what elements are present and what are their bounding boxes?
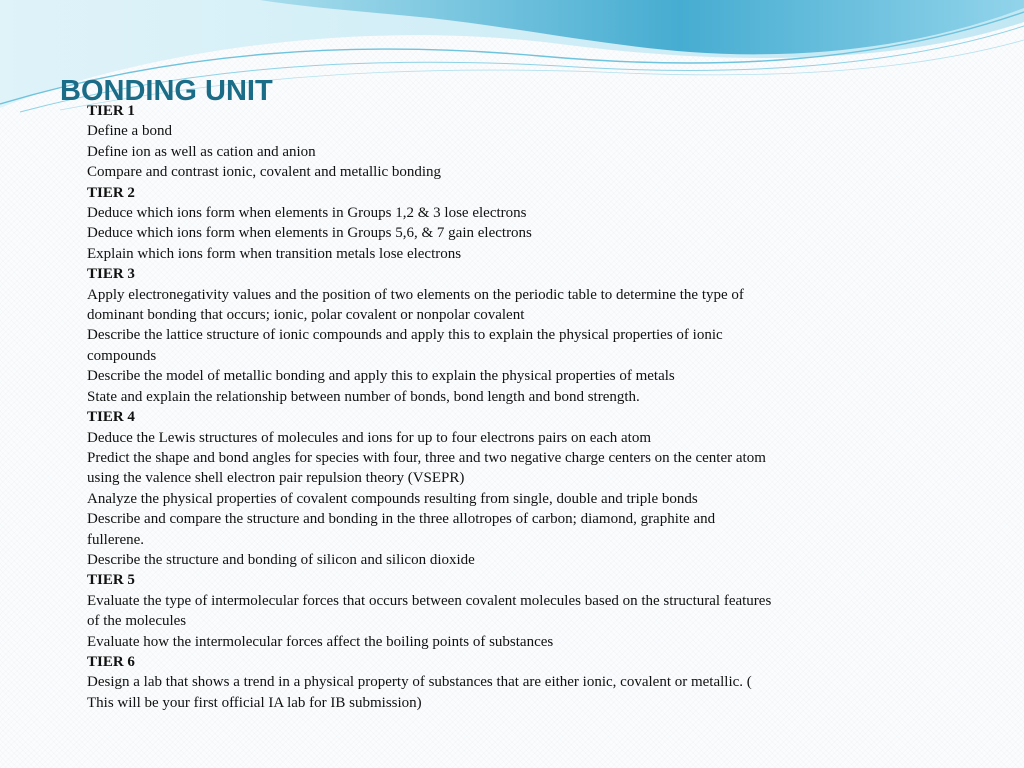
objective-line: Describe the model of metallic bonding and apply this to explain the physical properties of metals — [87, 368, 675, 385]
objective-line: Define a bond — [87, 123, 172, 140]
objective-line: Describe the lattice structure of ionic compounds and apply this to explain the physical properties of ionic — [87, 327, 723, 344]
objective-line: Evaluate the type of intermolecular forces that occurs between covalent molecules based on the structural features — [87, 592, 772, 609]
objective-line: Analyze the physical properties of covalent compounds resulting from single, double and triple bonds — [87, 490, 698, 507]
tier-list — [87, 101, 937, 713]
objective-line: Predict the shape and bond angles for species with four, three and two negative charge centers on the center atom — [87, 449, 766, 466]
objective-line: Design a lab that shows a trend in a physical property of substances that are either ionic, covalent or metallic. ( — [87, 674, 752, 691]
objective-line: Apply electronegativity values and the position of two elements on the periodic table to determine the type of — [87, 286, 744, 303]
objective-line: dominant bonding that occurs; ionic, polar covalent or nonpolar covalent — [87, 307, 525, 324]
objective-line: of the molecules — [87, 613, 187, 630]
objective-line: compounds — [87, 347, 157, 364]
objective-line: Deduce the Lewis structures of molecules and ions for up to four electrons pairs on each atom — [87, 429, 651, 446]
slide-title: BONDING UNIT — [60, 75, 273, 107]
objective-line: State and explain the relationship between number of bonds, bond length and bond strength. — [87, 388, 640, 405]
objective-line: Evaluate how the intermolecular forces affect the boiling points of substances — [87, 633, 554, 650]
objective-line: fullerene. — [87, 531, 145, 548]
tier-heading: TIER 1 — [87, 103, 135, 119]
tier-heading: TIER 5 — [87, 572, 135, 589]
objective-line: Compare and contrast ionic, covalent and metallic bonding — [87, 164, 442, 181]
objective-line: This will be your first official IA lab for IB submission) — [87, 694, 422, 711]
objective-line: Describe the structure and bonding of silicon and silicon dioxide — [87, 551, 475, 568]
objective-line: Explain which ions form when transition metals lose electrons — [87, 245, 462, 262]
tier-heading: TIER 3 — [87, 266, 135, 283]
tier-heading: TIER 2 — [87, 184, 135, 201]
objective-line: Define ion as well as cation and anion — [87, 143, 316, 160]
objective-line: using the valence shell electron pair repulsion theory (VSEPR) — [87, 470, 465, 487]
objective-line: Deduce which ions form when elements in Groups 1,2 & 3 lose electrons — [87, 205, 527, 222]
tier-heading: TIER 4 — [87, 409, 135, 426]
objective-line: Deduce which ions form when elements in Groups 5,6, & 7 gain electrons — [87, 225, 532, 242]
objective-line: Describe and compare the structure and bonding in the three allotropes of carbon; diamond, graphite and — [87, 511, 716, 528]
tier-heading: TIER 6 — [87, 653, 135, 670]
